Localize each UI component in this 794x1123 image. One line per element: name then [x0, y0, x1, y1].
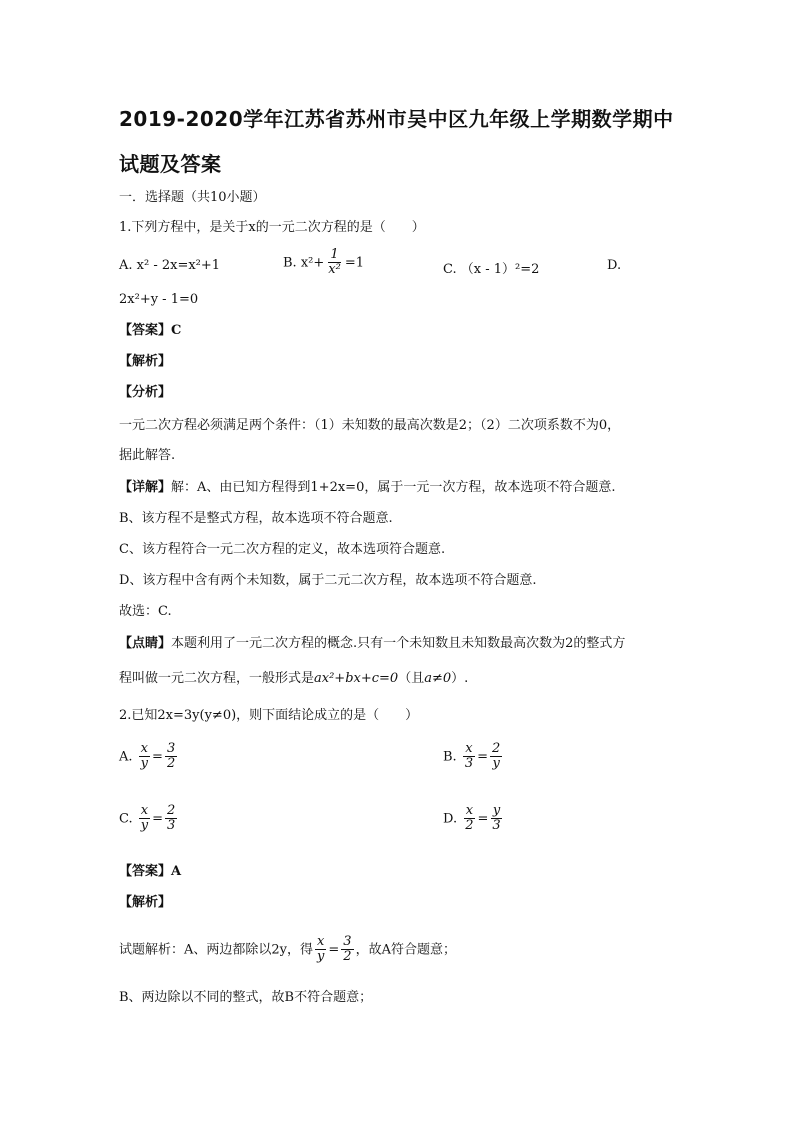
- document-title-line-1: 2019-2020学年江苏省苏州市吴中区九年级上学期数学期中: [119, 107, 674, 131]
- q2-option-b-rden: y: [492, 756, 500, 772]
- q2-solution-left-fraction: [315, 935, 326, 965]
- q2-option-b-rnum: 2: [492, 741, 501, 756]
- q2-solution-rnum: 3: [343, 934, 352, 949]
- q2-solution-eq: =: [328, 942, 340, 958]
- q1-detail-line-2: B、该方程不是整式方程，故本选项不符合题意.: [119, 511, 393, 526]
- q2-option-c-rden: 3: [167, 818, 176, 834]
- q1-dianjing-line-2: [119, 671, 468, 687]
- q2-solution-prefix: 试题解析：A、两边都除以2y，得: [119, 942, 314, 958]
- q2-option-a-eq: =: [152, 749, 163, 765]
- q2-option-c-lnum: x: [140, 803, 149, 818]
- q1-option-c: C. （x - 1）²=2: [443, 262, 540, 277]
- q2-option-a-rnum: 3: [166, 741, 176, 756]
- q2-option-b-right-fraction: [490, 742, 502, 772]
- q2-solution-suffix: ，故A符合题意；: [355, 942, 456, 958]
- q1-option-b-den: x²: [328, 262, 341, 278]
- q2-stem: 2.已知2x=3y(y≠0)，则下面结论成立的是（ ）: [119, 708, 419, 723]
- q2-answer: 【答案】A: [119, 864, 182, 879]
- q2-option-c-left-fraction: [139, 804, 150, 834]
- q2-solution-rden: 2: [343, 949, 352, 965]
- q2-option-d-eq: =: [477, 811, 489, 827]
- q2-option-a-label: A.: [119, 749, 133, 765]
- q1-dianjing-cond: a≠0: [424, 671, 452, 686]
- q1-detail-line-4: D、该方程中含有两个未知数，属于二元二次方程，故本选项不符合题意.: [119, 573, 537, 588]
- q1-option-b-fraction: [326, 248, 343, 278]
- q1-dianjing-text-1: 本题利用了一元二次方程的概念.只有一个未知数且未知数最高次数为2的整式方: [171, 636, 626, 651]
- q2-solution-line-1: [119, 935, 456, 965]
- q2-option-d-rnum: y: [492, 803, 501, 818]
- q2-option-d-label: D.: [443, 811, 458, 827]
- q2-option-a-rden: 2: [166, 756, 176, 772]
- q1-option-d-label: D.: [607, 258, 622, 273]
- q1-dianjing-prefix: 程叫做一元二次方程，一般形式是: [119, 671, 315, 686]
- q2-option-d-right-fraction: [490, 804, 502, 834]
- q1-dianjing-mid: （且: [398, 671, 425, 686]
- q1-stem: 1.下列方程中，是关于x的一元二次方程的是（ ）: [119, 220, 425, 235]
- q1-detail-label: 【详解】: [119, 480, 172, 495]
- q2-option-d-lden: 2: [465, 818, 474, 834]
- q2-option-b-left-fraction: [463, 742, 475, 772]
- q1-option-b-prefix: B. x²+: [283, 255, 325, 271]
- q2-option-a-right-fraction: [165, 742, 177, 772]
- q2-option-c-rnum: 2: [167, 803, 176, 818]
- q2-option-a-lden: y: [140, 756, 149, 772]
- q2-solution-lnum: x: [317, 934, 325, 949]
- q2-option-b-lnum: x: [465, 741, 473, 756]
- q1-option-b-num: 1: [330, 247, 339, 262]
- q2-solution-right-fraction: [341, 935, 353, 965]
- q1-dianjing-label: 【点睛】: [119, 636, 172, 651]
- q2-option-d-left-fraction: [463, 804, 475, 834]
- q2-solution-lden: y: [317, 949, 325, 965]
- q1-dianjing-formula: ax²+bx+c=0: [314, 671, 399, 686]
- q2-option-c-eq: =: [152, 811, 164, 827]
- q1-option-b-suffix: =1: [344, 255, 364, 271]
- q2-option-b: [443, 742, 504, 772]
- q1-jiexi-label: 【解析】: [119, 354, 172, 369]
- q1-fenxi-label: 【分析】: [119, 385, 172, 400]
- q1-dianjing-line-1: [119, 636, 625, 652]
- q1-option-a: A. x² - 2x=x²+1: [119, 258, 221, 273]
- q2-option-c-lden: y: [140, 818, 149, 834]
- q1-detail-line-3: C、该方程符合一元二次方程的定义，故本选项符合题意.: [119, 542, 446, 557]
- q2-option-a-lnum: x: [140, 741, 149, 756]
- q2-option-a: [119, 742, 179, 772]
- q1-detail-line-1: [119, 480, 615, 496]
- q1-analysis-line-2: 据此解答.: [119, 448, 176, 463]
- section-heading: 一．选择题（共10小题）: [119, 190, 266, 205]
- q1-detail-text-1: 解：A、由已知方程得到1+2x=0，属于一元一次方程，故本选项不符合题意.: [171, 480, 616, 495]
- q1-choose: 故选：C.: [119, 604, 172, 619]
- q2-option-d-lnum: x: [465, 803, 474, 818]
- q2-option-b-eq: =: [477, 749, 489, 765]
- q2-option-a-left-fraction: [139, 742, 150, 772]
- q2-solution-line-2: B、两边除以不同的整式，故B不符合题意；: [119, 990, 373, 1005]
- q2-option-b-label: B.: [443, 749, 457, 765]
- q1-analysis-line-1: 一元二次方程必须满足两个条件：（1）未知数的最高次数是2；（2）二次项系数不为0，: [119, 418, 621, 433]
- q2-option-b-lden: 3: [464, 756, 474, 772]
- q1-answer: 【答案】C: [119, 323, 182, 338]
- q1-option-b: [283, 248, 364, 278]
- document-title-line-2: 试题及答案: [119, 152, 222, 176]
- q2-option-c-right-fraction: [165, 804, 177, 834]
- q1-option-d-text: 2x²+y - 1=0: [119, 292, 199, 307]
- q2-option-d: [443, 804, 505, 834]
- q2-option-c: [119, 804, 179, 834]
- q2-jiexi-label: 【解析】: [119, 895, 172, 910]
- q2-option-d-rden: 3: [492, 818, 501, 834]
- q2-option-c-label: C.: [119, 811, 133, 827]
- q1-dianjing-suffix: ）.: [451, 671, 469, 686]
